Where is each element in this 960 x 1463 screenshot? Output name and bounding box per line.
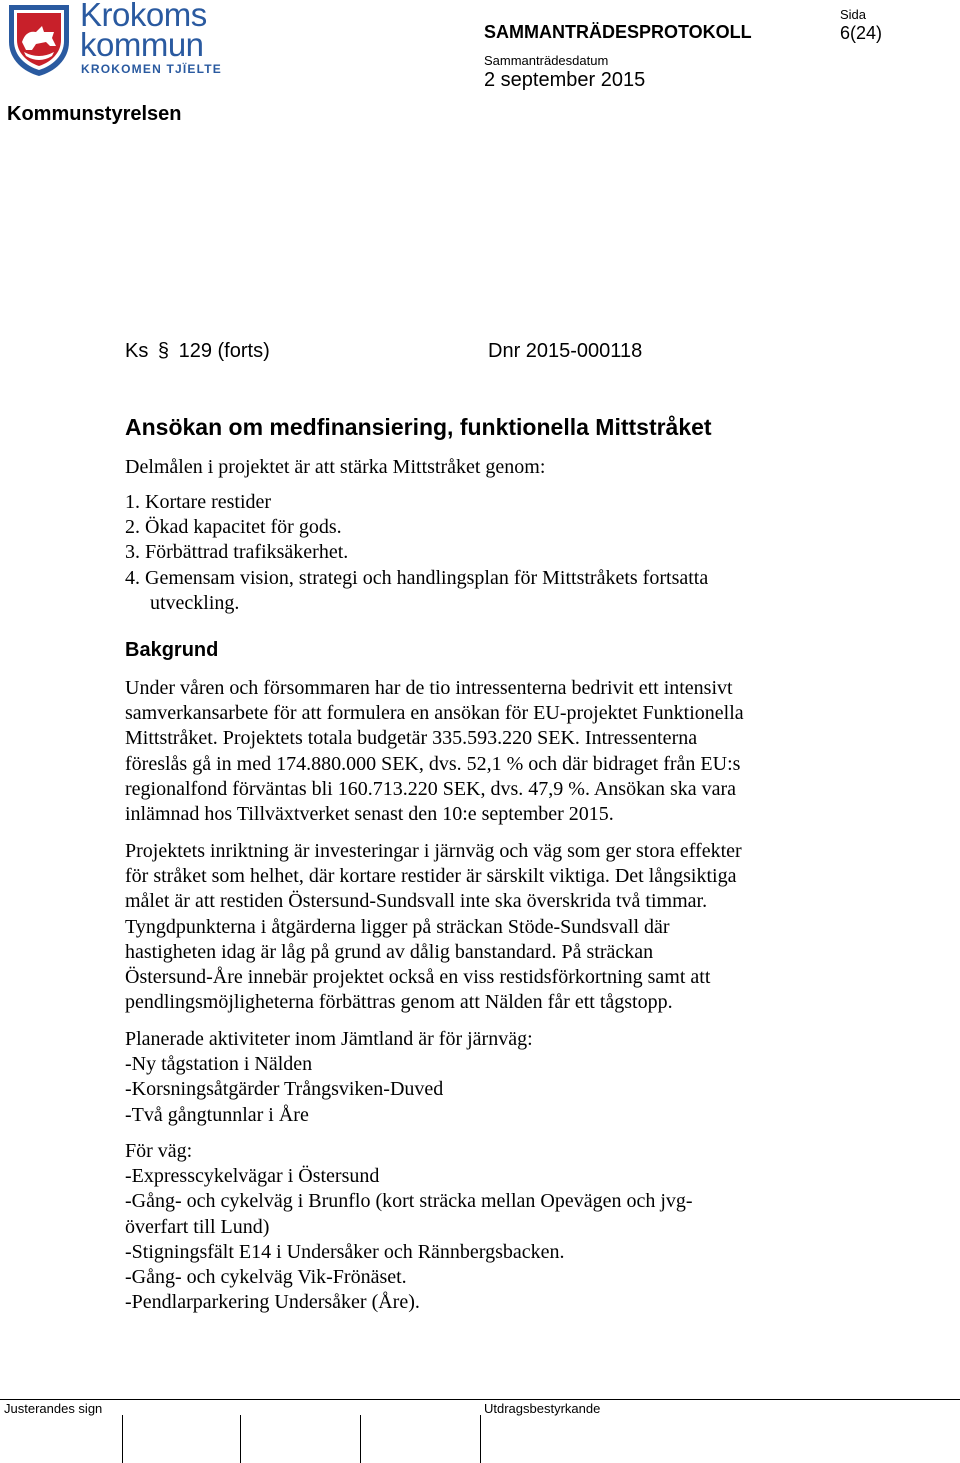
paragraph-line: Tyngdpunkterna i åtgärderna ligger på sträckan Stöde-Sundsvall där — [125, 915, 670, 938]
paragraph-line: föreslås gå in med 174.880.000 SEK, dvs. 52,1 % och där bidraget från EU:s — [125, 752, 741, 775]
list-item: -Gång- och cykelväg i Brunflo (kort sträcka mellan Opevägen och jvg- — [125, 1190, 693, 1213]
list-item: -Stigningsfält E14 i Undersåker och Rännbergsbacken. — [125, 1240, 565, 1263]
rail-activities-list — [125, 1027, 825, 1128]
goal-item: 2. Ökad kapacitet för gods. — [125, 516, 342, 539]
paragraph-line: målet är att restiden Östersund-Sundsvall inte ska överskrida två timmar. — [125, 890, 708, 913]
paragraph-line: hastigheten idag är låg på grund av dålig banstandard. På sträckan — [125, 940, 654, 963]
case-number — [125, 340, 270, 363]
meeting-date: 2 september 2015 — [484, 69, 646, 91]
case-paragraph: 129 (forts) — [178, 340, 270, 362]
paragraph-line: Projektets inriktning är investeringar i järnväg och väg som ger stora effekter — [125, 840, 742, 862]
signature-box-divider — [360, 1415, 361, 1463]
paragraph-line: Östersund-Åre innebär projektet också en viss restidsförkortning samt att — [125, 966, 711, 989]
signature-label: Justerandes sign — [4, 1401, 103, 1416]
list-item: -Korsningsåtgärder Trångsviken-Duved — [125, 1078, 444, 1101]
list-item: överfart till Lund) — [125, 1215, 270, 1238]
diary-number: Dnr 2015-000118 — [488, 340, 643, 362]
paragraph-budget — [125, 676, 825, 827]
paragraph-line: inlämnad hos Tillväxtverket senast den 10:e september 2015. — [125, 803, 614, 826]
section-symbol: § — [157, 340, 170, 362]
case-prefix: Ks — [125, 340, 149, 362]
goal-item: 1. Kortare restider — [125, 491, 272, 513]
background-heading: Bakgrund — [125, 639, 219, 661]
list-item: -Expresscykelvägar i Östersund — [125, 1165, 380, 1188]
certification-label: Utdragsbestyrkande — [484, 1401, 601, 1416]
organ-name: Kommunstyrelsen — [7, 103, 182, 125]
logo-tagline: KROKOMEN TJÏELTE — [81, 62, 222, 76]
signature-box-divider — [240, 1415, 241, 1463]
paragraph-line: samverkansarbete för att formulera en ansökan för EU-projektet Funktionella — [125, 702, 744, 725]
goal-item-continuation: utveckling. — [150, 591, 240, 614]
signature-box-divider — [122, 1415, 123, 1463]
intro-text — [125, 455, 825, 480]
paragraph-line: Mittstråket. Projektets totala budgetär 335.593.220 SEK. Intressenterna — [125, 727, 698, 750]
page-number: 6(24) — [840, 23, 883, 43]
page-label: Sida — [840, 7, 867, 22]
goal-item: 4. Gemensam vision, strategi och handlingsplan för Mittstråkets fortsatta — [125, 566, 709, 589]
intro-line: Delmålen i projektet är att stärka Mittstråket genom: — [125, 456, 546, 478]
list-heading: För väg: — [125, 1140, 193, 1162]
list-item: -Pendlarparkering Undersåker (Åre). — [125, 1291, 420, 1314]
list-item: -Ny tågstation i Nälden — [125, 1053, 313, 1076]
paragraph-line: för stråket som helhet, där kortare restider är särskilt viktiga. Det långsiktiga — [125, 865, 737, 888]
paragraph-line: regionalfond förväntas bli 160.713.220 SEK, dvs. 47,9 %. Ansökan ska vara — [125, 777, 737, 800]
list-item: -Gång- och cykelväg Vik-Frönäset. — [125, 1266, 407, 1289]
goals-list — [125, 490, 825, 616]
signature-box-divider — [480, 1415, 481, 1463]
logo-line-2: kommun — [80, 26, 204, 63]
section-title: Ansökan om medfinansiering, funktionella Mittstråket — [125, 414, 712, 440]
logo-line-1: Krokoms — [80, 0, 207, 33]
list-item: -Två gångtunnlar i Åre — [125, 1103, 309, 1126]
paragraph-direction — [125, 839, 825, 1015]
date-label: Sammanträdesdatum — [484, 53, 609, 68]
goal-item: 3. Förbättrad trafiksäkerhet. — [125, 541, 349, 564]
road-activities-list — [125, 1139, 825, 1315]
document-type: SAMMANTRÄDESPROTOKOLL — [484, 22, 752, 42]
list-heading: Planerade aktiviteter inom Jämtland är för järnväg: — [125, 1028, 533, 1050]
coat-of-arms-icon — [6, 2, 72, 78]
footer-divider — [0, 1399, 960, 1400]
paragraph-line: pendlingsmöjligheterna förbättras genom att Nälden får ett tågstopp. — [125, 991, 673, 1014]
paragraph-line: Under våren och försommaren har de tio intressenterna bedrivit ett intensivt — [125, 677, 733, 699]
